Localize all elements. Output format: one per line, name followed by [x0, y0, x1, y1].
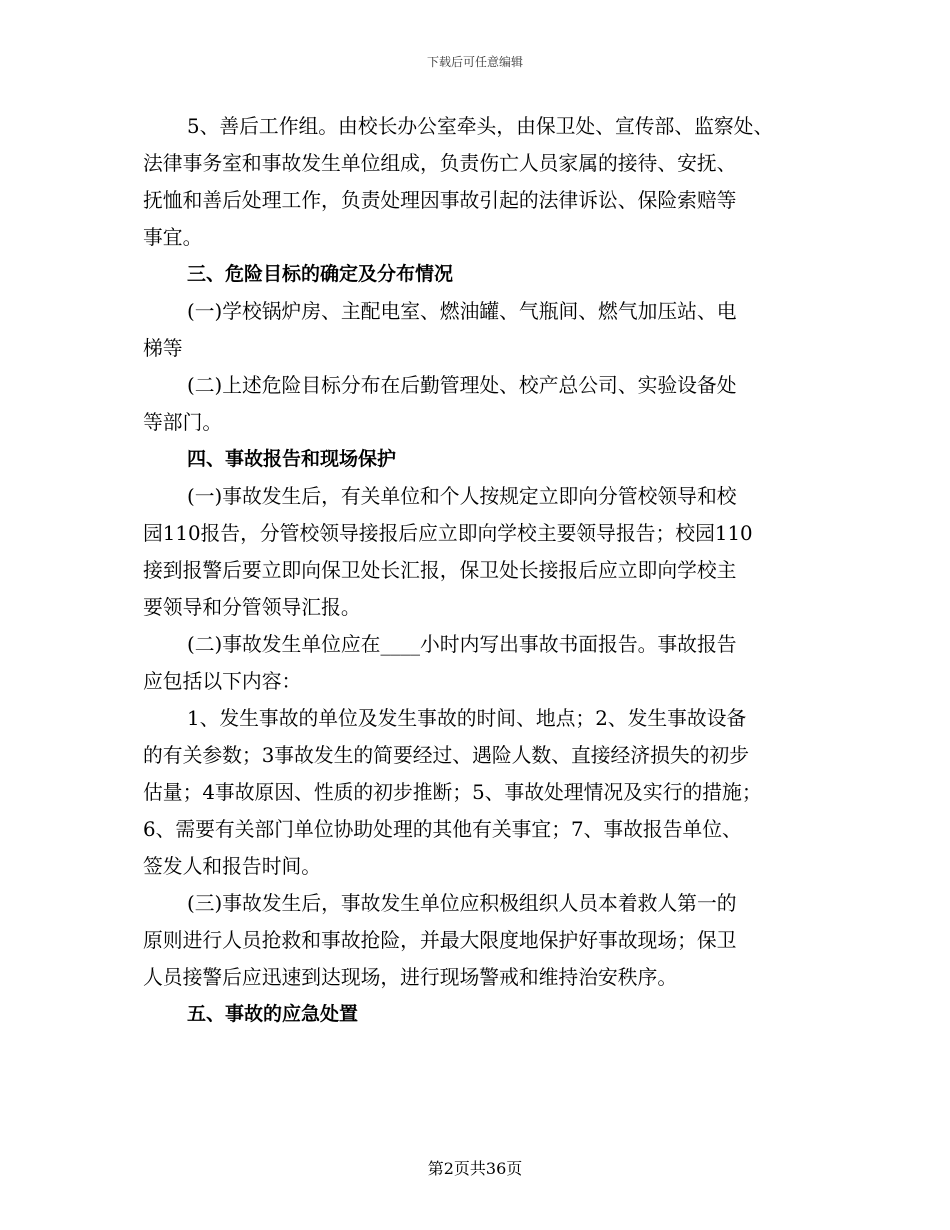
section-heading: 五、事故的应急处置 — [187, 1003, 359, 1025]
paragraph-line: 5、善后工作组。由校长办公室牵头，由保卫处、宣传部、监察处、 — [187, 115, 774, 138]
page-header: 下载后可任意编辑 — [426, 55, 523, 69]
paragraph-line: 估量；4事故原因、性质的初步推断；5、事故处理情况及实行的措施； — [143, 781, 762, 804]
paragraph-line: 接到报警后要立即向保卫处长汇报，保卫处长接报后应立即向学校主 — [143, 559, 737, 582]
paragraph-line: (一)事故发生后，有关单位和个人按规定立即向分管校领导和校 — [187, 485, 737, 508]
section-heading: 三、危险目标的确定及分布情况 — [187, 263, 454, 285]
paragraph-line: 法律事务室和事故发生单位组成，负责伤亡人员家属的接待、安抚、 — [143, 152, 737, 175]
paragraph-line: 应包括以下内容： — [143, 670, 302, 693]
paragraph-line: (一)学校锅炉房、主配电室、燃油罐、气瓶间、燃气加压站、电 — [187, 300, 737, 323]
paragraph-line: 人员接警后应迅速到达现场，进行现场警戒和维持治安秩序。 — [143, 966, 678, 989]
paragraph-line: (三)事故发生后，事故发生单位应积极组织人员本着救人第一的 — [187, 892, 737, 915]
paragraph-line: (二)上述危险目标分布在后勤管理处、校产总公司、实验设备处 — [187, 374, 737, 397]
paragraph-line: 6、需要有关部门单位协助处理的其他有关事宜；7、事故报告单位、 — [143, 818, 742, 841]
paragraph-line: 原则进行人员抢救和事故抢险，并最大限度地保护好事故现场；保卫 — [143, 929, 737, 952]
paragraph-line: 等部门。 — [143, 411, 223, 434]
paragraph-line: 要领导和分管领导汇报。 — [143, 596, 361, 619]
paragraph-line: 园110报告，分管校领导接报后应立即向学校主要领导报告；校园110 — [143, 522, 753, 545]
paragraph-line: 的有关参数；3事故发生的简要经过、遇险人数、直接经济损失的初步 — [143, 744, 750, 767]
paragraph-line: (二)事故发生单位应在____小时内写出事故书面报告。事故报告 — [187, 633, 737, 656]
page-footer: 第2页共36页 — [427, 1159, 523, 1178]
document-body — [143, 108, 811, 1033]
section-heading: 四、事故报告和现场保护 — [187, 448, 397, 470]
paragraph-line: 梯等 — [143, 337, 183, 360]
paragraph-line: 1、发生事故的单位及发生事故的时间、地点；2、发生事故设备 — [187, 707, 747, 730]
paragraph-line: 抚恤和善后处理工作，负责处理因事故引起的法律诉讼、保险索赔等 — [143, 189, 737, 212]
paragraph-line: 签发人和报告时间。 — [143, 855, 322, 878]
paragraph-line: 事宜。 — [143, 226, 203, 249]
